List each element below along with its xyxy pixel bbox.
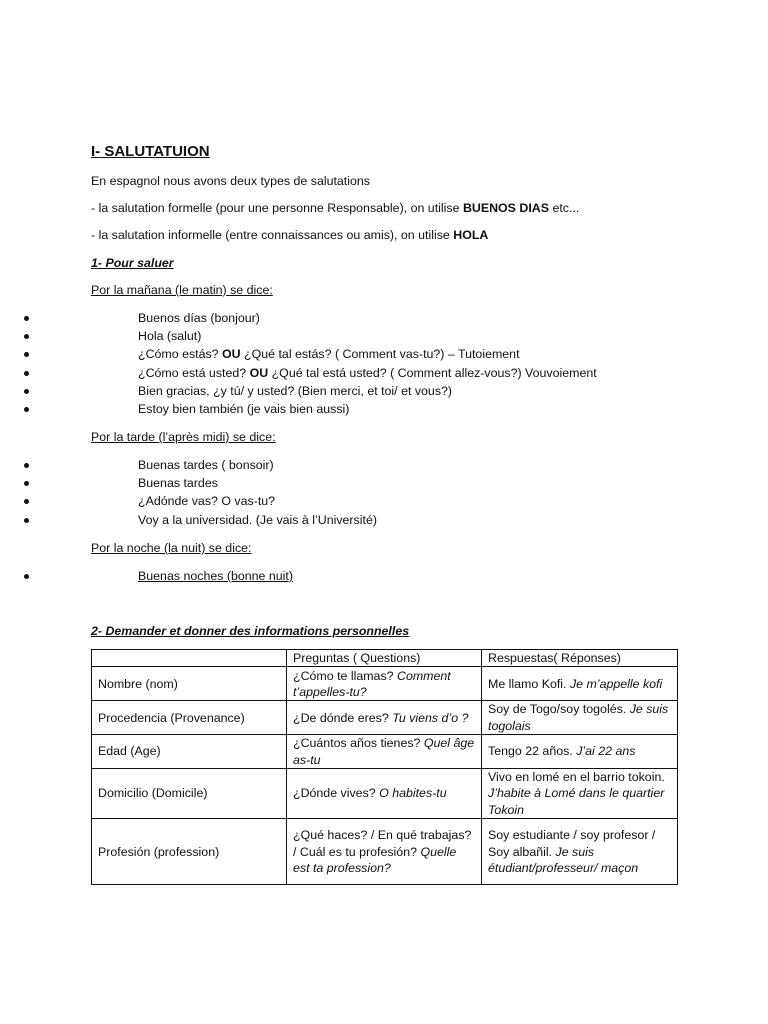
personal-info-table	[91, 649, 678, 885]
formal-keyword: BUENOS DIAS	[462, 201, 549, 215]
answer-cell: Me llamo Kofi. Je m’appelle kofi	[482, 667, 678, 701]
formal-text: - la salutation formelle (pour une personne Responsable), on utilise	[91, 201, 463, 215]
section1-title: 1- Pour saluer	[91, 256, 174, 270]
list-item: ¿Cómo está usted? OU ¿Qué tal está usted? ( Comment allez-vous?) Vouvoiement	[0, 364, 138, 382]
question-cell: ¿Qué haces? / En qué trabajas? / Cuál es tu profesión? Quelle est ta profession?	[287, 819, 482, 885]
formal-tail: etc...	[549, 201, 580, 215]
row-label-cell: Nombre (nom)	[92, 667, 287, 701]
answer-cell: Vivo en lomé en el barrio tokoin. J’habite à Lomé dans le quartier Tokoin	[482, 769, 678, 819]
list-item: Buenas noches (bonne nuit)	[0, 567, 47, 585]
section2-title: 2- Demander et donner des informations personnelles	[91, 624, 410, 638]
table-row	[92, 735, 678, 769]
table-header-cell: Respuestas( Réponses)	[482, 650, 678, 667]
list-item: Estoy bien también (je vais bien aussi)	[0, 400, 138, 418]
question-cell: ¿Dónde vives? O habites-tu	[287, 769, 482, 819]
list-item: Buenas tardes ( bonsoir)	[0, 456, 47, 474]
informal-keyword: HOLA	[453, 228, 489, 242]
list-item: Voy a la universidad. (Je vais à l’Université)	[0, 511, 47, 529]
list-item: Buenos días (bonjour)	[0, 309, 138, 327]
formal-greeting-text	[91, 200, 579, 216]
row-label-cell: Domicilio (Domicile)	[92, 769, 287, 819]
list-item: Hola (salut)	[0, 327, 138, 345]
row-label-cell: Procedencia (Provenance)	[92, 701, 287, 735]
question-cell: ¿Cómo te llamas? Comment t’appelles-tu?	[287, 667, 482, 701]
answer-cell: Soy de Togo/soy togolés. Je suis togolais	[482, 701, 678, 735]
table-row	[92, 701, 678, 735]
night-label: Por la noche (la nuit) se dice:	[91, 541, 252, 555]
table-header-row	[92, 650, 678, 667]
page-title: I- SALUTATUION	[91, 143, 210, 160]
list-item: ¿Adónde vas? O vas-tu?	[0, 492, 47, 510]
answer-cell: Soy estudiante / soy profesor / Soy albañil. Je suis étudiant/professeur/ maçon	[482, 819, 678, 885]
table-header-cell: Preguntas ( Questions)	[287, 650, 482, 667]
afternoon-list	[0, 456, 377, 529]
table-header-cell	[92, 650, 287, 667]
answer-cell: Tengo 22 años. J’ai 22 ans	[482, 735, 678, 769]
row-label-cell: Edad (Age)	[92, 735, 287, 769]
night-list	[0, 567, 293, 585]
table-row	[92, 769, 678, 819]
intro-text: En espagnol nous avons deux types de salutations	[91, 174, 370, 188]
question-cell: ¿De dónde eres? Tu viens d’o ?	[287, 701, 482, 735]
row-label-cell: Profesión (profession)	[92, 819, 287, 885]
morning-label: Por la mañana (le matin) se dice:	[91, 283, 273, 297]
list-item: Bien gracias, ¿y tú/ y usted? (Bien merci, et toi/ et vous?)	[0, 382, 138, 400]
afternoon-label: Por la tarde (l’après midi) se dice:	[91, 430, 276, 444]
informal-greeting-text	[91, 227, 488, 243]
morning-list	[0, 309, 597, 418]
table-row	[92, 667, 678, 701]
table-row	[92, 819, 678, 885]
informal-text: - la salutation informelle (entre connaissances ou amis), on utilise	[91, 228, 454, 242]
question-cell: ¿Cuántos años tienes? Quel âge as-tu	[287, 735, 482, 769]
list-item: Buenas tardes	[0, 474, 47, 492]
list-item: ¿Cómo estás? OU ¿Qué tal estás? ( Comment vas-tu?) – Tutoiement	[0, 345, 138, 363]
